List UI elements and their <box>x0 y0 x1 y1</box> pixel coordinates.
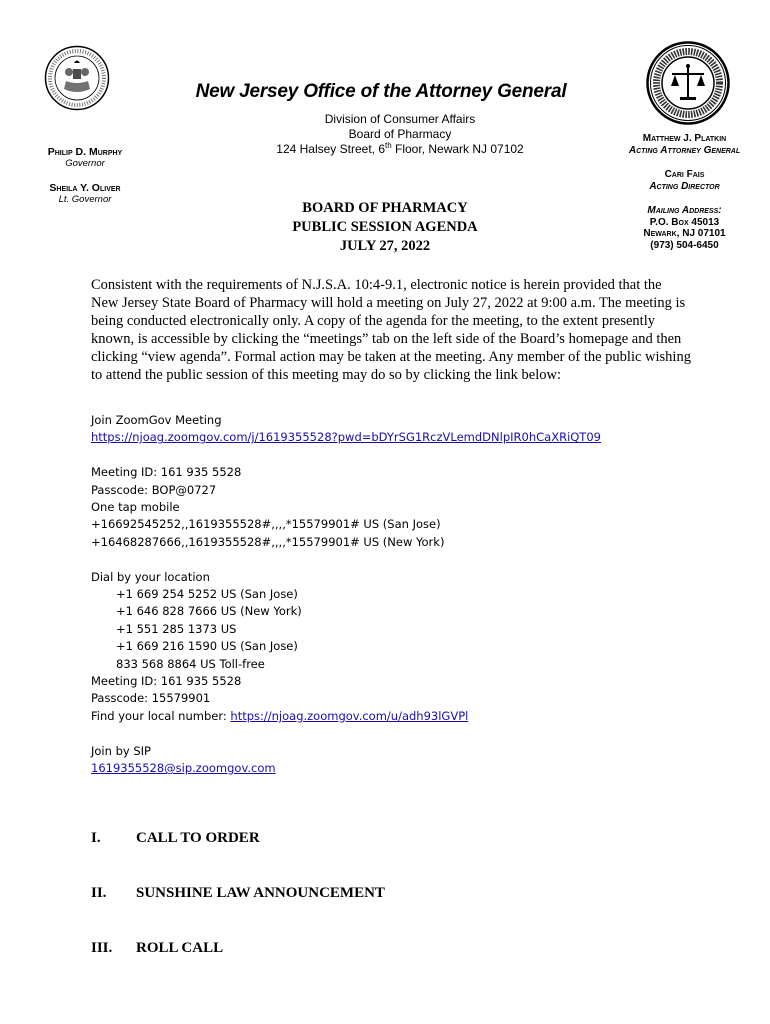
director-name: Cari Fais <box>664 169 705 180</box>
agenda-section <box>0 830 770 850</box>
zoom-details <box>91 412 711 777</box>
governor-title: Governor <box>65 158 105 169</box>
one-tap-number: +16468287666,,1619355528#,,,,*15579901# US (New York) <box>91 534 445 549</box>
division-address-block <box>200 112 600 157</box>
one-tap-number: +16692545252,,1619355528#,,,,*15579901# US (San Jose) <box>91 517 441 532</box>
meeting-passcode: Passcode: BOP@0727 <box>91 482 217 497</box>
agenda-date: JULY 27, 2022 <box>339 238 431 254</box>
dial-number: +1 669 254 5252 US (San Jose) <box>116 587 298 602</box>
agenda-session-title: PUBLIC SESSION AGENDA <box>292 219 478 235</box>
lt-governor-block <box>30 182 140 206</box>
director-block <box>612 169 757 192</box>
agenda-board-title: BOARD OF PHARMACY <box>302 200 468 216</box>
mailing-label: Mailing Address: <box>647 205 722 216</box>
passcode-dial: Passcode: 15579901 <box>91 691 211 706</box>
local-number-link[interactable]: https://njoag.zoomgov.com/u/adh93lGVPl <box>230 708 469 723</box>
mailing-city: Newark, NJ 07101 <box>643 228 726 239</box>
intro-paragraph: Consistent with the requirements of N.J.S.A. 10:4-9.1, electronic notice is herein provided that the New Jersey State Board of Pharmacy will hold a meeting on July 27, 2022 at 9:00 a.m. The meeting is being conducted electronically only. A copy of the agenda for the meeting, to the extent presently known, is accessible by clicking the “meetings” tab on the left side of the Board’s homepage and then clicking “view agenda”. Formal action may be taken at the meeting. Any member of the public wishing to attend the public session of this meeting may do so by clicking the link below: <box>91 277 691 383</box>
local-number-label: Find your local number: <box>91 708 231 723</box>
agenda-section <box>0 885 770 905</box>
governor-name: Philip D. Murphy <box>47 146 123 158</box>
section-title: ROLL CALL <box>136 940 224 956</box>
phone-number: (973) 504-6450 <box>650 239 719 251</box>
attorney-general-name: Matthew J. Platkin <box>642 133 727 144</box>
director-title: Acting Director <box>649 180 720 192</box>
lt-governor-title: Lt. Governor <box>58 194 112 205</box>
section-number: II. <box>91 885 107 901</box>
po-box: P.O. Box 45013 <box>649 216 720 228</box>
dial-number: +1 551 285 1373 US <box>116 621 237 636</box>
governor-block <box>30 146 140 170</box>
section-title: CALL TO ORDER <box>136 830 260 846</box>
section-title: SUNSHINE LAW ANNOUNCEMENT <box>136 885 385 901</box>
meeting-id-dial: Meeting ID: 161 935 5528 <box>91 674 242 689</box>
agenda-heading <box>250 199 520 256</box>
section-number: III. <box>91 940 113 956</box>
sip-title: Join by SIP <box>91 743 151 758</box>
local-number-line <box>91 708 711 725</box>
meeting-id: Meeting ID: 161 935 5528 <box>91 465 242 480</box>
street-address: 124 Halsey Street, 6th Floor, Newark NJ 07102 <box>276 141 524 156</box>
agenda-section <box>0 940 770 960</box>
attorney-general-title: Acting Attorney General <box>628 144 741 156</box>
division-name: Division of Consumer Affairs <box>324 112 476 126</box>
dial-number: +1 646 828 7666 US (New York) <box>116 604 302 619</box>
sip-link[interactable]: 1619355528@sip.zoomgov.com <box>91 761 276 776</box>
one-tap-title: One tap mobile <box>91 500 180 515</box>
office-title: New Jersey Office of the Attorney General <box>195 81 567 102</box>
board-name: Board of Pharmacy <box>348 127 452 141</box>
mailing-address-block <box>612 205 757 251</box>
lt-governor-name: Sheila Y. Oliver <box>49 182 121 194</box>
section-number: I. <box>91 830 101 846</box>
dial-location-title: Dial by your location <box>91 569 210 584</box>
attorney-general-block <box>612 133 757 156</box>
join-meeting-title: Join ZoomGov Meeting <box>91 413 222 427</box>
dial-number: 833 568 8864 US Toll-free <box>116 656 265 671</box>
dial-number: +1 669 216 1590 US (San Jose) <box>116 639 298 654</box>
join-meeting-link[interactable]: https://njoag.zoomgov.com/j/1619355528?pwd=bDYrSG1RczVLemdDNlpIR0hCaXRiQT09 <box>91 430 601 445</box>
